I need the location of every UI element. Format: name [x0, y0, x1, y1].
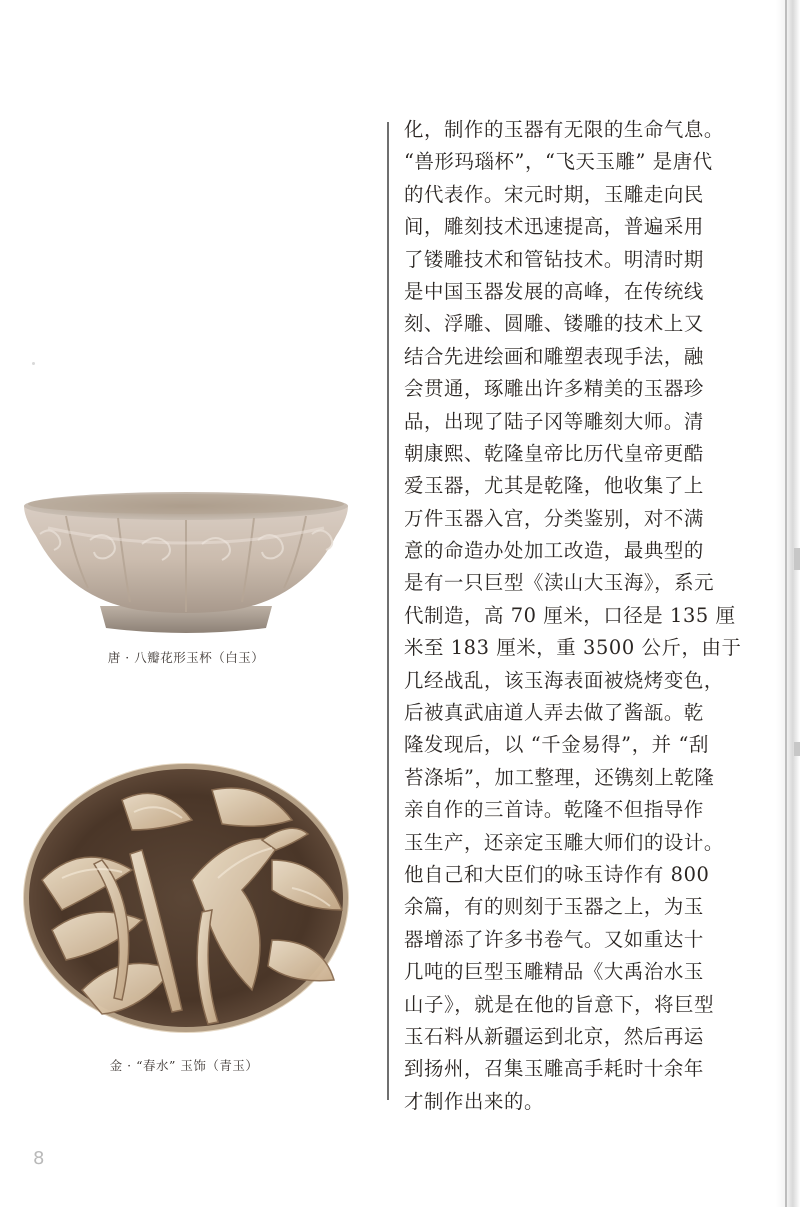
body-line: 会贯通，琢雕出许多精美的玉器珍 [404, 377, 704, 401]
body-line: 朝康熙、乾隆皇帝比历代皇帝更酷 [404, 441, 704, 465]
body-line: 才制作出来的。 [404, 1089, 544, 1113]
body-line: 万件玉器入宫，分类鉴别，对不满 [404, 506, 704, 530]
body-line: 苔涤垢”，加工整理，还镌刻上乾隆 [404, 765, 715, 789]
body-line: 爱玉器，尤其是乾隆，他收集了上 [404, 474, 704, 498]
body-line: 米至 183 厘米，重 3500 公斤，由于 [404, 636, 742, 660]
body-line: 化，制作的玉器有无限的生命气息。 [404, 118, 724, 141]
book-spine-shadow [776, 0, 800, 1207]
body-line: 山子》，就是在他的旨意下，将巨型 [404, 992, 715, 1016]
body-line: 几吨的巨型玉雕精品《大禹治水玉 [404, 960, 704, 984]
body-line: 刻、浮雕、圆雕、镂雕的技术上又 [404, 312, 704, 336]
body-line: 他自己和大臣们的咏玉诗作有 800 [404, 862, 710, 886]
speck [32, 362, 35, 365]
page-number: 8 [33, 1148, 45, 1169]
body-line: 到扬州，召集玉雕高手耗时十余年 [404, 1057, 704, 1081]
body-line: 隆发现后，以 “千金易得”，并 “刮 [404, 733, 709, 757]
body-line: 后被真武庙道人弄去做了酱瓿。乾 [404, 701, 704, 725]
body-line: “兽形玛瑙杯”，“飞天玉雕” 是唐代 [404, 150, 713, 174]
book-spine-line [785, 0, 787, 1207]
body-line: 余篇，有的则刻于玉器之上，为玉 [404, 895, 704, 919]
body-line: 玉石料从新疆运到北京，然后再运 [404, 1024, 704, 1048]
body-line: 器增添了许多书卷气。又如重达十 [404, 927, 704, 951]
jade-ornament-photo [22, 760, 350, 1034]
body-line: 品，出现了陆子冈等雕刻大师。清 [404, 409, 704, 433]
body-line: 了镂雕技术和管钻技术。明清时期 [404, 247, 704, 271]
spine-mark [794, 548, 800, 570]
figure-caption: 唐 · 八瓣花形玉杯（白玉） [107, 650, 265, 665]
figure-caption: 金 · “春水” 玉饰（青玉） [109, 1058, 259, 1073]
body-line: 是中国玉器发展的高峰，在传统线 [404, 279, 704, 303]
body-line: 代制造，高 70 厘米，口径是 135 厘 [404, 603, 736, 627]
body-line: 玉生产，还亲定玉雕大师们的设计。 [404, 830, 724, 854]
spine-mark [794, 742, 800, 756]
body-line: 间，雕刻技术迅速提高，普遍采用 [404, 215, 704, 239]
body-line: 结合先进绘画和雕塑表现手法，融 [404, 344, 704, 368]
body-line: 亲自作的三首诗。乾隆不但指导作 [404, 798, 704, 822]
jade-bowl-photo [18, 488, 354, 640]
body-text [404, 114, 754, 1118]
body-line: 几经战乱，该玉海表面被烧烤变色， [404, 668, 724, 692]
body-line: 意的命造办处加工改造，最典型的 [404, 539, 704, 563]
body-line: 的代表作。宋元时期，玉雕走向民 [404, 182, 704, 206]
column-divider [387, 122, 389, 1100]
body-line: 是有一只巨型《渎山大玉海》，系元 [404, 571, 715, 595]
